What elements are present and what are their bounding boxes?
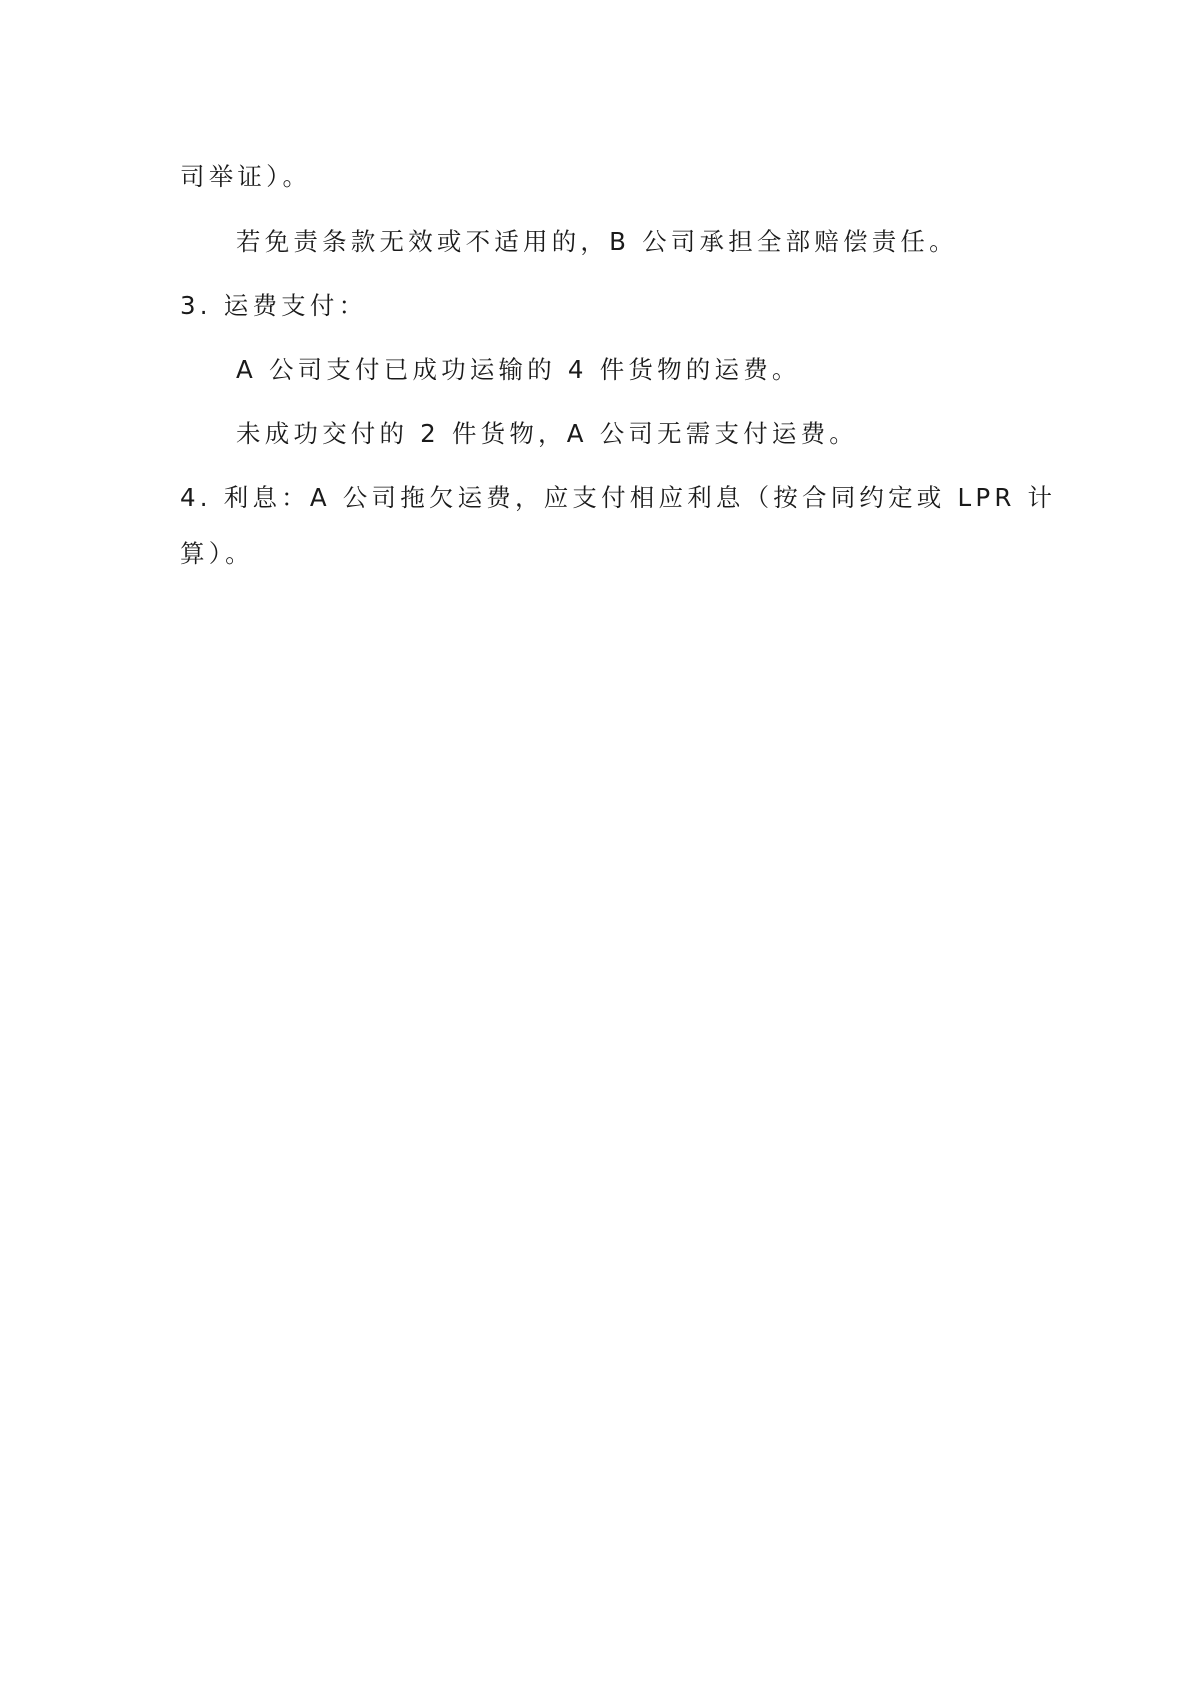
section-heading-interest: 4. 利息：A 公司拖欠运费，应支付相应利息（按合同约定或 LPR 计 xyxy=(180,483,1057,512)
paragraph-line-continuation: 司举证）。 xyxy=(180,162,312,191)
paragraph-line-unpaid-freight: 未成功交付的 2 件货物，A 公司无需支付运费。 xyxy=(236,419,859,448)
paragraph-line-interest-end: 算）。 xyxy=(180,539,254,568)
section-heading-freight-payment: 3. 运费支付： xyxy=(180,291,368,320)
paragraph-line-liability: 若免责条款无效或不适用的，B 公司承担全部赔偿责任。 xyxy=(236,227,958,256)
paragraph-line-paid-freight: A 公司支付已成功运输的 4 件货物的运费。 xyxy=(236,355,801,384)
